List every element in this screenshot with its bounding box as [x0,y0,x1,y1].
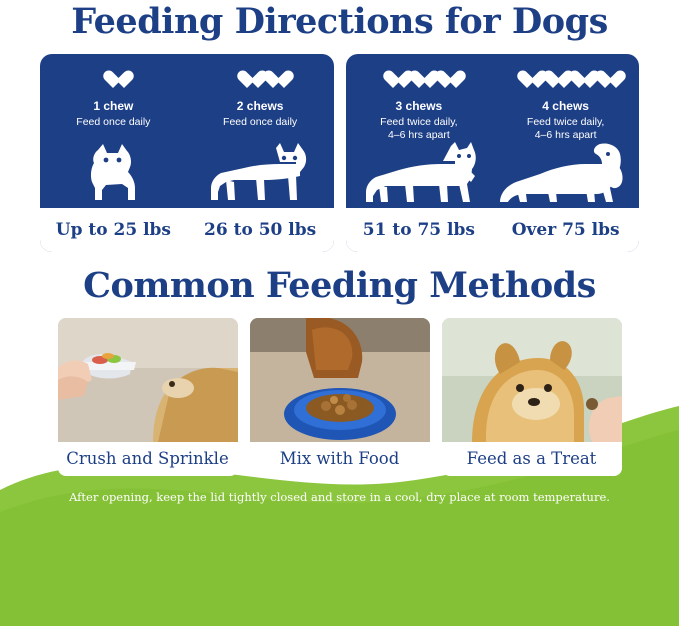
feed-as-a-treat-photo [442,318,622,442]
weight-cell-1 [40,208,187,252]
chew-count-label-1: 1 chew [93,99,134,113]
storage-note: After opening, keep the lid tightly closed and store in a cool, dry place at room temperature. [69,490,610,504]
heart-icon [434,70,456,90]
method-card-mix-with-food [250,318,430,476]
weight-label-1: Up to 25 lbs [55,220,171,240]
weight-cell-3 [346,208,493,252]
chew-frequency-label-1: Feed once daily [76,116,151,128]
weight-label-4: Over 75 lbs [511,220,620,240]
heart-icons-1 [102,66,124,94]
weight-cell-2 [187,208,334,252]
method-card-feed-as-a-treat [442,318,622,476]
heart-icons-2 [236,66,284,94]
dosage-column-2 [187,54,334,208]
heart-icons-3 [382,66,456,94]
feeding-methods [0,318,679,476]
chew-count-label-3: 3 chews [395,99,443,113]
heart-icon [516,70,538,90]
dosage-column-4 [492,54,639,208]
mix-with-food-photo [250,318,430,442]
crush-and-sprinkle-photo [58,318,238,442]
heart-icon [542,70,564,90]
weight-cell-4 [492,208,639,252]
chew-count-label-2: 2 chews [236,99,284,113]
chew-count-label-4: 4 chews [542,99,589,113]
method-label-mix-with-food: Mix with Food [250,442,430,476]
heart-icon [262,70,284,90]
dosage-column-3 [346,54,493,208]
heart-icon [102,70,124,90]
spaniel-dog-icon [496,142,636,208]
heart-icon [382,70,404,90]
dosage-column-1 [40,54,187,208]
method-label-feed-as-a-treat: Feed as a Treat [442,442,622,476]
method-label-crush-and-sprinkle: Crush and Sprinkle [58,442,238,476]
dosage-card-small-medium [40,54,334,252]
schnauzer-dog-icon [355,142,483,208]
heart-icons-4 [516,66,616,94]
methods-title: Common Feeding Methods [83,265,596,306]
dosage-title: Feeding Directions for Dogs [71,1,608,42]
chew-frequency-label-4: Feed twice daily, 4–6 hrs apart [526,116,605,141]
dosage-chart [0,54,679,252]
heart-icon [236,70,258,90]
weight-label-3: 51 to 75 lbs [362,220,475,240]
method-card-crush-and-sprinkle [58,318,238,476]
weight-label-2: 26 to 50 lbs [204,220,317,240]
medium-dog-icon [204,142,316,208]
chew-frequency-label-2: Feed once daily [223,116,298,128]
heart-icon [568,70,590,90]
dosage-card-large-xlarge [346,54,640,252]
heart-icon [594,70,616,90]
small-dog-icon [76,142,150,208]
chew-frequency-label-3: Feed twice daily, 4–6 hrs apart [380,116,458,141]
heart-icon [408,70,430,90]
